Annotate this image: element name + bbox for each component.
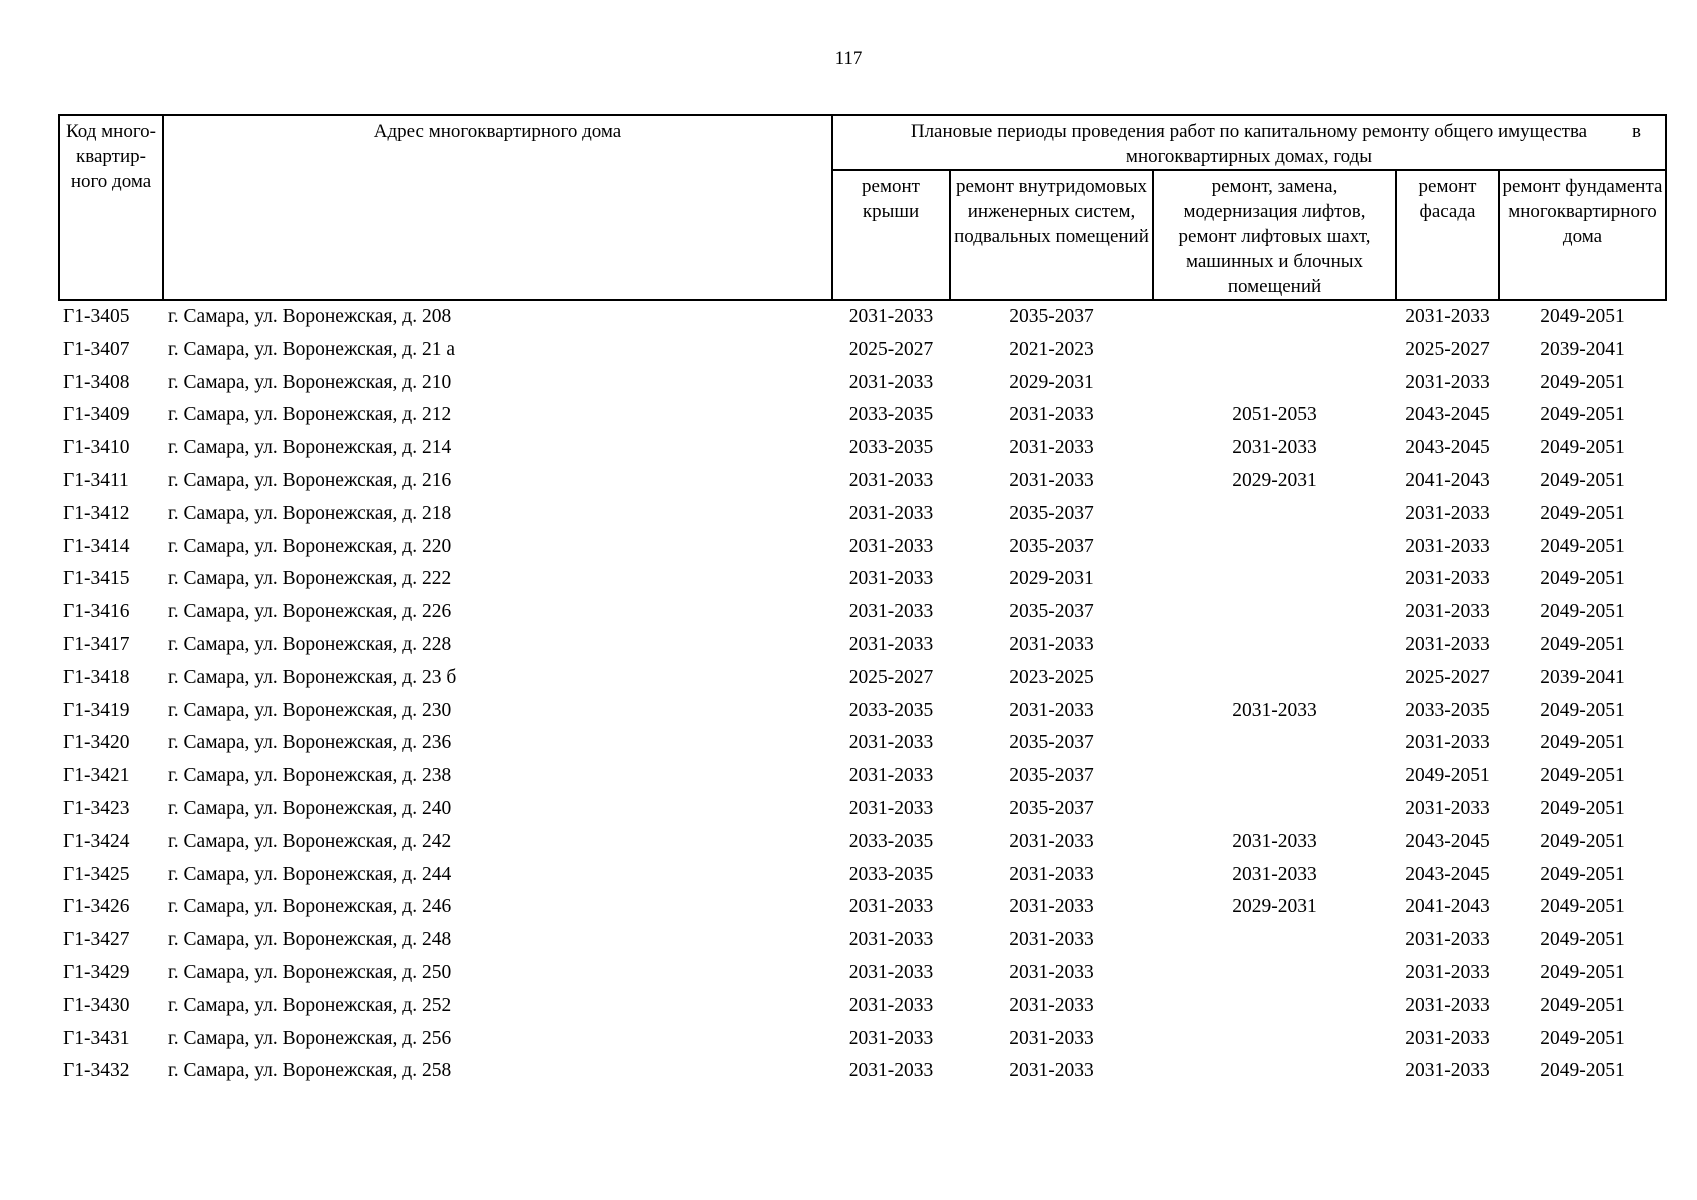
foundation-period-cell: 2039-2041 [1540, 338, 1625, 360]
foundation-period-cell: 2049-2051 [1540, 404, 1625, 426]
facade-period-cell: 2031-2033 [1405, 371, 1490, 393]
table-row [59, 859, 1666, 892]
table-row [59, 498, 1666, 531]
house-code-cell: Г1-3420 [63, 732, 130, 754]
house-code-cell: Г1-3432 [63, 1060, 130, 1082]
address-cell: г. Самара, ул. Воронежская, д. 240 [168, 797, 452, 819]
facade-period-cell: 2043-2045 [1405, 863, 1490, 885]
systems-period-cell: 2031-2033 [1009, 896, 1094, 918]
facade-period-cell: 2031-2033 [1405, 961, 1490, 983]
foundation-period-cell: 2049-2051 [1540, 797, 1625, 819]
house-code-cell: Г1-3408 [63, 371, 130, 393]
address-cell: г. Самара, ул. Воронежская, д. 256 [168, 1027, 452, 1049]
foundation-period-cell: 2049-2051 [1540, 699, 1625, 721]
address-cell: г. Самара, ул. Воронежская, д. 220 [168, 535, 452, 557]
lifts-period-cell [1153, 760, 1396, 793]
table-row [59, 760, 1666, 793]
address-cell: г. Самара, ул. Воронежская, д. 252 [168, 994, 452, 1016]
table-row [59, 465, 1666, 498]
roof-period-cell: 2031-2033 [848, 371, 934, 393]
systems-period-cell: 2029-2031 [1009, 371, 1094, 393]
roof-period-cell: 2025-2027 [848, 338, 934, 360]
house-code-cell: Г1-3424 [63, 830, 130, 852]
address-cell: г. Самара, ул. Воронежская, д. 228 [168, 633, 452, 655]
systems-period-cell: 2035-2037 [1009, 765, 1094, 787]
foundation-period-cell: 2049-2051 [1540, 994, 1625, 1016]
facade-period-cell: 2031-2033 [1405, 568, 1490, 590]
foundation-period-cell: 2049-2051 [1540, 961, 1625, 983]
facade-period-cell: 2031-2033 [1405, 535, 1490, 557]
roof-period-cell: 2031-2033 [848, 502, 934, 524]
systems-period-cell: 2031-2033 [1009, 929, 1094, 951]
lifts-period-cell [1153, 1055, 1396, 1088]
foundation-period-cell: 2049-2051 [1540, 502, 1625, 524]
table-row [59, 695, 1666, 728]
foundation-period-cell: 2049-2051 [1540, 830, 1625, 852]
house-code-cell: Г1-3412 [63, 502, 130, 524]
systems-period-cell: 2031-2033 [1009, 404, 1094, 426]
lifts-period-cell: 2029-2031 [1232, 469, 1317, 491]
header-engineering-systems-repair: ремонт внутридомовых инженерных систем, подвальных помещений [950, 170, 1153, 300]
roof-period-cell: 2031-2033 [848, 994, 934, 1016]
lifts-period-cell [1153, 334, 1396, 367]
table-row [59, 629, 1666, 662]
house-code-cell: Г1-3416 [63, 601, 130, 623]
table-row [59, 1023, 1666, 1056]
systems-period-cell: 2031-2033 [1009, 633, 1094, 655]
roof-period-cell: 2031-2033 [848, 961, 934, 983]
systems-period-cell: 2031-2033 [1009, 830, 1094, 852]
lifts-period-cell [1153, 563, 1396, 596]
table-row [59, 727, 1666, 760]
foundation-period-cell: 2049-2051 [1540, 371, 1625, 393]
lifts-period-cell [1153, 793, 1396, 826]
systems-period-cell: 2035-2037 [1009, 535, 1094, 557]
roof-period-cell: 2031-2033 [848, 1060, 934, 1082]
roof-period-cell: 2031-2033 [848, 633, 934, 655]
foundation-period-cell: 2049-2051 [1540, 306, 1625, 327]
lifts-period-cell [1153, 990, 1396, 1023]
facade-period-cell: 2031-2033 [1405, 732, 1490, 754]
address-cell: г. Самара, ул. Воронежская, д. 242 [168, 830, 452, 852]
facade-period-cell: 2031-2033 [1405, 929, 1490, 951]
roof-period-cell: 2031-2033 [848, 732, 934, 754]
systems-period-cell: 2031-2033 [1009, 994, 1094, 1016]
table-row [59, 990, 1666, 1023]
roof-period-cell: 2031-2033 [848, 929, 934, 951]
systems-period-cell: 2035-2037 [1009, 732, 1094, 754]
systems-period-cell: 2035-2037 [1009, 797, 1094, 819]
facade-period-cell: 2033-2035 [1405, 699, 1490, 721]
lifts-period-cell [1153, 629, 1396, 662]
roof-period-cell: 2031-2033 [848, 1027, 934, 1049]
roof-period-cell: 2033-2035 [848, 699, 934, 721]
systems-period-cell: 2035-2037 [1009, 502, 1094, 524]
table-row [59, 793, 1666, 826]
roof-period-cell: 2031-2033 [848, 601, 934, 623]
facade-period-cell: 2043-2045 [1405, 830, 1490, 852]
address-cell: г. Самара, ул. Воронежская, д. 214 [168, 437, 452, 459]
systems-period-cell: 2031-2033 [1009, 469, 1094, 491]
table-row [59, 596, 1666, 629]
systems-period-cell: 2031-2033 [1009, 1060, 1094, 1082]
house-code-cell: Г1-3405 [63, 306, 130, 327]
address-cell: г. Самара, ул. Воронежская, д. 218 [168, 502, 452, 524]
header-planned-periods-line1: Плановые периоды проведения работ по капитальному ремонту общего имущества [910, 121, 1588, 142]
lifts-period-cell [1153, 596, 1396, 629]
address-cell: г. Самара, ул. Воронежская, д. 21 а [168, 338, 455, 360]
roof-period-cell: 2031-2033 [848, 535, 934, 557]
foundation-period-cell: 2049-2051 [1540, 929, 1625, 951]
foundation-period-cell: 2049-2051 [1540, 1027, 1625, 1049]
house-code-cell: Г1-3417 [63, 633, 130, 655]
house-code-cell: Г1-3423 [63, 797, 130, 819]
foundation-period-cell: 2049-2051 [1540, 601, 1625, 623]
systems-period-cell: 2031-2033 [1009, 437, 1094, 459]
facade-period-cell: 2031-2033 [1405, 1027, 1490, 1049]
house-code-cell: Г1-3411 [63, 469, 129, 491]
lifts-period-cell [1153, 498, 1396, 531]
table-row [59, 891, 1666, 924]
table-row [59, 399, 1666, 432]
house-code-cell: Г1-3421 [63, 765, 130, 787]
table-row [59, 334, 1666, 367]
systems-period-cell: 2021-2023 [1009, 338, 1094, 360]
roof-period-cell: 2033-2035 [848, 404, 934, 426]
house-code-cell: Г1-3431 [63, 1027, 130, 1049]
address-cell: г. Самара, ул. Воронежская, д. 244 [168, 863, 452, 885]
lifts-period-cell: 2051-2053 [1232, 404, 1317, 426]
lifts-period-cell: 2031-2033 [1232, 830, 1317, 852]
roof-period-cell: 2031-2033 [848, 568, 934, 590]
facade-period-cell: 2043-2045 [1405, 404, 1490, 426]
house-code-cell: Г1-3410 [63, 437, 130, 459]
address-cell: г. Самара, ул. Воронежская, д. 248 [168, 929, 452, 951]
address-cell: г. Самара, ул. Воронежская, д. 222 [168, 568, 452, 590]
address-cell: г. Самара, ул. Воронежская, д. 210 [168, 371, 452, 393]
facade-period-cell: 2031-2033 [1405, 797, 1490, 819]
address-cell: г. Самара, ул. Воронежская, д. 238 [168, 765, 452, 787]
header-house-code: Код много-квартир-ного дома [59, 115, 163, 300]
table-row [59, 563, 1666, 596]
facade-period-cell: 2043-2045 [1405, 437, 1490, 459]
systems-period-cell: 2031-2033 [1009, 863, 1094, 885]
lifts-period-cell: 2031-2033 [1232, 437, 1317, 459]
facade-period-cell: 2041-2043 [1405, 896, 1490, 918]
house-code-cell: Г1-3414 [63, 535, 130, 557]
facade-period-cell: 2025-2027 [1405, 338, 1490, 360]
house-code-cell: Г1-3409 [63, 404, 130, 426]
lifts-period-cell [1153, 300, 1396, 334]
header-planned-periods-tail: в [1632, 121, 1641, 142]
systems-period-cell: 2031-2033 [1009, 1027, 1094, 1049]
foundation-period-cell: 2049-2051 [1540, 765, 1625, 787]
address-cell: г. Самара, ул. Воронежская, д. 216 [168, 469, 452, 491]
table-row [59, 367, 1666, 400]
house-code-cell: Г1-3425 [63, 863, 130, 885]
address-cell: г. Самара, ул. Воронежская, д. 23 б [168, 666, 457, 688]
table-row [59, 432, 1666, 465]
house-code-cell: Г1-3427 [63, 929, 130, 951]
roof-period-cell: 2033-2035 [848, 830, 934, 852]
house-code-cell: Г1-3430 [63, 994, 130, 1016]
address-cell: г. Самара, ул. Воронежская, д. 258 [168, 1060, 452, 1082]
systems-period-cell: 2029-2031 [1009, 568, 1094, 590]
lifts-period-cell: 2031-2033 [1232, 863, 1317, 885]
roof-period-cell: 2025-2027 [848, 666, 934, 688]
facade-period-cell: 2031-2033 [1405, 994, 1490, 1016]
table-row [59, 826, 1666, 859]
facade-period-cell: 2031-2033 [1405, 601, 1490, 623]
header-lifts-repair: ремонт, замена, модернизация лифтов, ремонт лифтовых шахт, машинных и блочных помещений [1153, 170, 1396, 300]
systems-period-cell: 2031-2033 [1009, 961, 1094, 983]
roof-period-cell: 2031-2033 [848, 469, 934, 491]
foundation-period-cell: 2049-2051 [1540, 469, 1625, 491]
house-code-cell: Г1-3419 [63, 699, 130, 721]
table-row [59, 957, 1666, 990]
header-planned-periods [832, 115, 1666, 170]
page-number: 117 [834, 48, 863, 69]
house-code-cell: Г1-3407 [63, 338, 130, 360]
foundation-period-cell: 2049-2051 [1540, 535, 1625, 557]
table-header [59, 115, 1666, 300]
foundation-period-cell: 2049-2051 [1540, 1060, 1625, 1082]
address-cell: г. Самара, ул. Воронежская, д. 230 [168, 699, 452, 721]
header-facade-repair: ремонт фасада [1396, 170, 1499, 300]
lifts-period-cell: 2029-2031 [1232, 896, 1317, 918]
address-cell: г. Самара, ул. Воронежская, д. 212 [168, 404, 452, 426]
table-body [59, 300, 1666, 1088]
house-code-cell: Г1-3426 [63, 896, 130, 918]
foundation-period-cell: 2049-2051 [1540, 633, 1625, 655]
address-cell: г. Самара, ул. Воронежская, д. 226 [168, 601, 452, 623]
roof-period-cell: 2031-2033 [848, 797, 934, 819]
header-address: Адрес многоквартирного дома [163, 115, 832, 300]
capital-repair-plan-table [58, 114, 1667, 1088]
address-cell: г. Самара, ул. Воронежская, д. 250 [168, 961, 452, 983]
systems-period-cell: 2031-2033 [1009, 699, 1094, 721]
address-cell: г. Самара, ул. Воронежская, д. 246 [168, 896, 452, 918]
lifts-period-cell [1153, 727, 1396, 760]
lifts-period-cell [1153, 531, 1396, 564]
foundation-period-cell: 2049-2051 [1540, 437, 1625, 459]
lifts-period-cell [1153, 924, 1396, 957]
lifts-period-cell [1153, 367, 1396, 400]
foundation-period-cell: 2049-2051 [1540, 568, 1625, 590]
foundation-period-cell: 2049-2051 [1540, 732, 1625, 754]
house-code-cell: Г1-3418 [63, 666, 130, 688]
roof-period-cell: 2031-2033 [848, 306, 934, 327]
lifts-period-cell [1153, 957, 1396, 990]
roof-period-cell: 2031-2033 [848, 896, 934, 918]
foundation-period-cell: 2049-2051 [1540, 896, 1625, 918]
facade-period-cell: 2049-2051 [1405, 765, 1490, 787]
roof-period-cell: 2033-2035 [848, 437, 934, 459]
house-code-cell: Г1-3429 [63, 961, 130, 983]
foundation-period-cell: 2039-2041 [1540, 666, 1625, 688]
header-planned-periods-line2: многоквартирных домах, годы [1125, 146, 1373, 167]
header-roof-repair: ремонт крыши [832, 170, 950, 300]
systems-period-cell: 2023-2025 [1009, 666, 1094, 688]
facade-period-cell: 2025-2027 [1405, 666, 1490, 688]
lifts-period-cell [1153, 1023, 1396, 1056]
table-row [59, 300, 1666, 334]
roof-period-cell: 2031-2033 [848, 765, 934, 787]
foundation-period-cell: 2049-2051 [1540, 863, 1625, 885]
table-row [59, 1055, 1666, 1088]
table-row [59, 662, 1666, 695]
table-row [59, 531, 1666, 564]
house-code-cell: Г1-3415 [63, 568, 130, 590]
systems-period-cell: 2035-2037 [1009, 306, 1094, 327]
facade-period-cell: 2041-2043 [1405, 469, 1490, 491]
systems-period-cell: 2035-2037 [1009, 601, 1094, 623]
facade-period-cell: 2031-2033 [1405, 1060, 1490, 1082]
roof-period-cell: 2033-2035 [848, 863, 934, 885]
lifts-period-cell [1153, 662, 1396, 695]
facade-period-cell: 2031-2033 [1405, 633, 1490, 655]
facade-period-cell: 2031-2033 [1405, 306, 1490, 327]
table-row [59, 924, 1666, 957]
address-cell: г. Самара, ул. Воронежская, д. 236 [168, 732, 452, 754]
facade-period-cell: 2031-2033 [1405, 502, 1490, 524]
lifts-period-cell: 2031-2033 [1232, 699, 1317, 721]
header-foundation-repair: ремонт фундамента многоквартирного дома [1499, 170, 1666, 300]
address-cell: г. Самара, ул. Воронежская, д. 208 [168, 306, 452, 327]
